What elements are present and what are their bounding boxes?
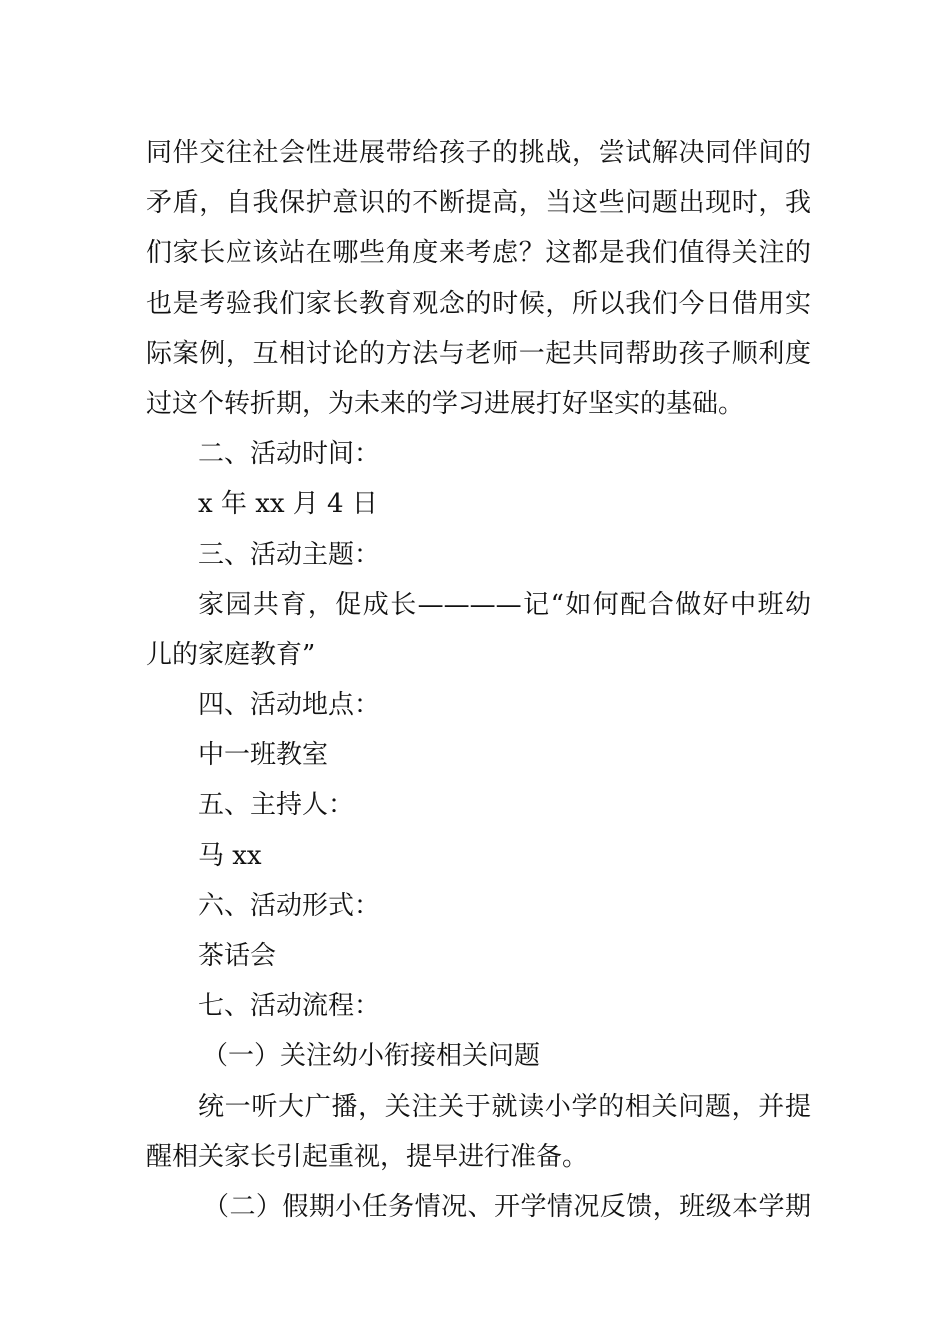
section-value-time: x 年 xx 月 4 日 [198,489,378,520]
section-value-host: 马 xx [198,840,262,871]
section-value-theme-line-2: 儿的家庭教育” [146,639,316,670]
step-1-heading: （一）关注幼小衔接相关问题 [202,1041,541,1072]
intro-line-5: 际案例，互相讨论的方法与老师一起共同帮助孩子顺利度 [146,338,811,369]
section-value-format: 茶话会 [198,941,277,971]
section-heading-host: 五、主持人： [198,790,355,821]
document-body [146,128,811,1232]
intro-line-6: 过这个转折期，为未来的学习进展打好坚实的基础。 [146,388,745,419]
section-heading-process: 七、活动流程： [198,991,381,1022]
intro-line-1: 同伴交往社会性进展带给孩子的挑战，尝试解决同伴间的 [146,138,811,168]
section-heading-time: 二、活动时间： [198,439,381,470]
intro-line-4: 也是考验我们家长教育观念的时候，所以我们今日借用实 [146,288,811,319]
section-heading-theme: 三、活动主题： [198,539,381,570]
section-value-theme-line-1: 家园共育，促成长————记“如何配合做好中班幼 [198,589,811,620]
step-2-heading: （二）假期小任务情况、开学情况反馈，班级本学期 [203,1191,811,1222]
step-1-text-line-1: 统一听大广播，关注关于就读小学的相关问题，并提 [198,1091,811,1122]
section-heading-format: 六、活动形式： [198,890,381,921]
intro-line-2: 矛盾，自我保护意识的不断提高，当这些问题出现时，我 [146,188,811,219]
section-heading-location: 四、活动地点： [198,690,381,721]
section-value-location: 中一班教室 [198,740,329,771]
step-1-text-line-2: 醒相关家长引起重视，提早进行准备。 [146,1141,589,1172]
intro-line-3: 们家长应该站在哪些角度来考虑？这都是我们值得关注的 [146,238,811,269]
